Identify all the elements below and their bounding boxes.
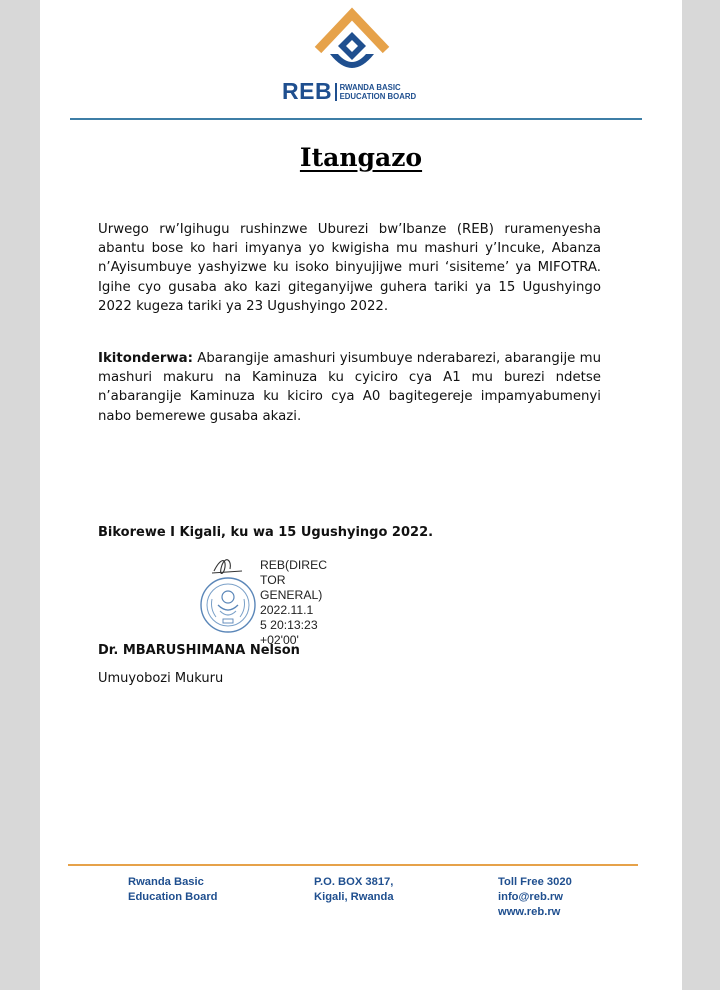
logo-full-line2: EDUCATION BOARD: [339, 91, 417, 101]
page-title: Itangazo: [299, 143, 423, 172]
official-seal-icon: [192, 553, 264, 643]
signature-line: REB(DIREC: [260, 558, 328, 572]
footer-contact: [498, 875, 572, 920]
header-divider: [70, 118, 642, 120]
footer-org: [128, 875, 218, 905]
signer-role: Umuyobozi Mukuru: [98, 671, 224, 686]
reb-house-logo-icon: [314, 6, 390, 82]
digital-signature-block: [260, 558, 327, 648]
logo-abbrev: REB: [282, 78, 333, 104]
footer-org-line: Rwanda Basic: [128, 876, 204, 888]
logo-full-line1: RWANDA BASIC: [339, 82, 401, 92]
announcement-paragraph: Urwego rw’Igihugu rushinzwe Uburezi bw’Ibanze (REB) ruramenyesha abantu bose ko hari imyanya yo kwigisha mu mashuri y’Incuke, Abanza n’Ayisumbuye yashyizwe ku isoko binyujijwe muri ‘sisiteme’ ya MIFOTRA. Igihe cyo gusaba ako kazi giteganyijwe guhera tariki ya 15 Ugushyingo 2022 kugeza tariki ya 23 Ugushyingo 2022.: [98, 222, 601, 314]
logo-divider: [335, 83, 337, 101]
signer-name: Dr. MBARUSHIMANA Nelson: [98, 643, 300, 658]
note-text: Abarangije amashuri yisumbuye nderabarezi, abarangije mu mashuri makuru na Kaminuza ku cyiciro cya A1 mu burezi ndetse n’abarangije Kaminuza ku kiciro cya A0 bagitegereje impamyabumenyi nabo bemerewe gusaba akazi.: [98, 351, 601, 424]
signature-line: 2022.11.1: [260, 603, 314, 617]
footer-address-line: P.O. BOX 3817,: [314, 876, 394, 888]
document-page: [40, 0, 682, 990]
footer-org-line: Education Board: [128, 891, 218, 903]
footer-divider: [68, 864, 638, 866]
place-date: Bikorewe I Kigali, ku wa 15 Ugushyingo 2022.: [98, 525, 434, 540]
signature-line: GENERAL): [260, 588, 323, 602]
note-label: Ikitonderwa:: [98, 351, 193, 366]
logo-full-name: [340, 83, 417, 101]
note-paragraph: [98, 349, 601, 426]
logo-wordmark: [282, 80, 416, 103]
footer-address: [314, 875, 394, 905]
footer-website: www.reb.rw: [498, 906, 561, 918]
signature-line: 5 20:13:23: [260, 618, 318, 632]
footer-address-line: Kigali, Rwanda: [314, 891, 394, 903]
footer-phone: Toll Free 3020: [498, 876, 572, 888]
signature-line: +02'00': [260, 633, 299, 647]
footer-email: info@reb.rw: [498, 891, 563, 903]
signature-line: TOR: [260, 573, 286, 587]
